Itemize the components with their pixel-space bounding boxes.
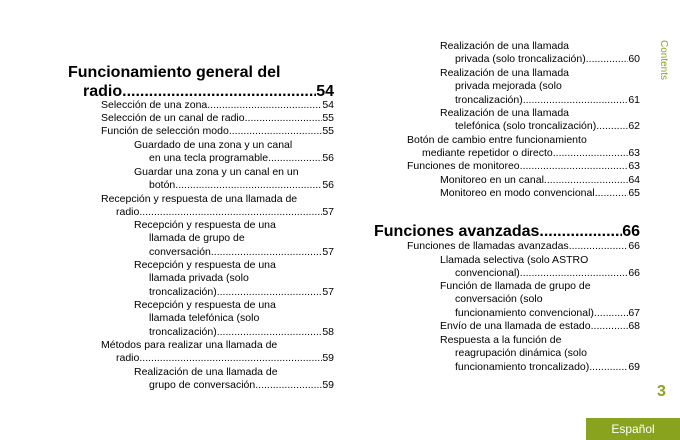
toc-entry[interactable] <box>134 259 334 299</box>
toc-leader-dots <box>255 379 322 392</box>
toc-entry-title: privada (solo troncalización) <box>455 53 586 66</box>
language-tab: Español <box>586 418 680 440</box>
toc-entry-title: radio <box>116 206 140 219</box>
toc-entry[interactable] <box>440 187 640 200</box>
toc-entry-title: troncalización) <box>149 285 217 298</box>
toc-entry-title: telefónica (solo troncalización) <box>455 120 597 133</box>
toc-entry-page: 56 <box>322 152 334 165</box>
toc-entry-page: 65 <box>628 187 640 199</box>
toc-entry-title: radio <box>83 83 123 100</box>
toc-entry-title: Envío de una llamada de estado <box>440 320 591 332</box>
toc-entry-page: 64 <box>628 174 640 186</box>
toc-entry[interactable] <box>440 174 640 187</box>
toc-entry[interactable] <box>134 366 334 393</box>
toc-leader-dots <box>595 187 629 200</box>
toc-entry[interactable] <box>440 334 640 374</box>
toc-entry-title: Guardado de una zona y un canal <box>134 139 293 151</box>
toc-entry[interactable] <box>407 240 640 253</box>
contents-side-label: Contents <box>658 40 669 81</box>
toc-entry-page: 66 <box>628 240 640 252</box>
toc-entry-title: Llamada selectiva (solo ASTRO <box>440 254 589 266</box>
toc-entry-page: 67 <box>628 306 640 319</box>
toc-entry[interactable] <box>101 193 334 220</box>
toc-entry-title: Realización de una llamada <box>440 67 569 79</box>
toc-entry[interactable] <box>101 112 334 125</box>
toc-entry[interactable] <box>134 139 334 166</box>
toc-entry-title: Guardar una zona y un canal en un <box>134 166 299 178</box>
toc-entry-page: 54 <box>322 99 334 111</box>
toc-entry-page: 60 <box>628 53 640 66</box>
toc-entry-title: Selección de un canal de radio <box>101 112 245 124</box>
toc-leader-dots <box>207 99 322 112</box>
toc-entry-title: Monitoreo en un canal <box>440 174 544 186</box>
toc-entry-page: 63 <box>628 147 640 160</box>
toc-leader-dots <box>553 147 629 160</box>
toc-entry-title: Respuesta a la función de <box>440 334 562 346</box>
toc-entry-title: botón <box>149 179 176 192</box>
toc-entry-page: 62 <box>628 120 640 133</box>
toc-entry-title: Realización de una llamada <box>440 107 569 119</box>
toc-heading-general[interactable] <box>68 63 334 101</box>
toc-entry[interactable] <box>407 160 640 173</box>
toc-entry-title: Función de selección modo <box>101 125 229 137</box>
toc-entry-page: 57 <box>322 285 334 298</box>
toc-entry[interactable] <box>101 125 334 138</box>
toc-leader-dots <box>217 286 323 299</box>
toc-entry-title: Monitoreo en modo convencional <box>440 187 595 199</box>
toc-leader-dots <box>520 160 629 173</box>
toc-entry-title: llamada privada (solo <box>149 272 249 285</box>
toc-entry-title: Funciones de llamadas avanzadas <box>407 240 569 252</box>
toc-entry-title: Realización de una llamada <box>440 40 569 52</box>
toc-entry-title: troncalización) <box>455 93 523 106</box>
toc-entry[interactable] <box>440 67 640 107</box>
toc-leader-dots <box>229 125 322 138</box>
toc-entry-title: Botón de cambio entre funcionamiento <box>407 134 587 146</box>
toc-leader-dots <box>211 246 322 259</box>
toc-entry-title: Selección de una zona <box>101 99 208 111</box>
toc-leader-dots <box>594 307 628 320</box>
toc-entry-page: 68 <box>628 320 640 332</box>
toc-leader-dots <box>539 222 622 241</box>
toc-entry-title: llamada de grupo de <box>149 232 245 245</box>
toc-entry-page: 57 <box>322 245 334 258</box>
toc-entry-title: grupo de conversación <box>149 379 256 392</box>
toc-entry[interactable] <box>407 134 640 161</box>
toc-entry-page: 61 <box>628 93 640 106</box>
toc-entry[interactable] <box>440 254 640 281</box>
toc-entry-title: privada mejorada (solo <box>455 80 562 93</box>
toc-entry[interactable] <box>440 40 640 67</box>
toc-entry[interactable] <box>440 107 640 134</box>
toc-entry[interactable] <box>101 339 334 366</box>
toc-entry-title: radio <box>116 352 140 365</box>
toc-entry-page: 66 <box>622 223 640 240</box>
toc-leader-dots <box>586 53 629 66</box>
toc-entry-page: 59 <box>322 352 334 365</box>
toc-entry-title: funcionamiento convencional) <box>455 306 594 319</box>
toc-entry[interactable] <box>134 166 334 193</box>
toc-leader-dots <box>245 112 323 125</box>
toc-entry-page: 66 <box>628 267 640 280</box>
toc-entry-title: Recepción y respuesta de una <box>134 299 276 311</box>
toc-entry[interactable] <box>134 299 334 339</box>
toc-entry-title: conversación (solo <box>455 293 543 306</box>
toc-entry-page: 56 <box>322 179 334 192</box>
toc-entry-title: mediante repetidor o directo <box>422 147 553 160</box>
toc-leader-dots <box>569 240 629 253</box>
toc-entry-page: 54 <box>316 83 334 100</box>
toc-entry-page: 55 <box>322 112 334 124</box>
toc-entry-page: 58 <box>322 325 334 338</box>
toc-entry-title: troncalización) <box>149 325 217 338</box>
toc-entry-title: funcionamiento troncalizado) <box>455 360 590 373</box>
toc-leader-dots <box>589 361 628 374</box>
toc-leader-dots <box>175 179 322 192</box>
toc-leader-dots <box>596 120 628 133</box>
toc-leader-dots <box>544 174 628 187</box>
toc-entry-title: Métodos para realizar una llamada de <box>101 339 278 351</box>
toc-leader-dots <box>591 320 629 333</box>
toc-entry[interactable] <box>134 219 334 259</box>
page-number: 3 <box>657 383 666 400</box>
toc-entry-title: Realización de una llamada de <box>134 366 278 378</box>
toc-entry-title: Recepción y respuesta de una <box>134 259 276 271</box>
toc-leader-dots <box>268 152 322 165</box>
toc-entry-page: 63 <box>628 160 640 172</box>
toc-entry-page: 57 <box>322 206 334 219</box>
toc-heading-advanced[interactable] <box>374 222 640 241</box>
toc-entry-title: reagrupación dinámica (solo <box>455 347 587 360</box>
toc-entry[interactable] <box>440 320 640 333</box>
toc-leader-dots <box>139 206 322 219</box>
toc-entry-title: conversación <box>149 245 211 258</box>
toc-entry-title: convencional) <box>455 267 520 280</box>
toc-entry-title: Funciones de monitoreo <box>407 160 520 172</box>
toc-entry[interactable] <box>101 99 334 112</box>
toc-leader-dots <box>520 267 629 280</box>
toc-entry-page: 55 <box>322 125 334 137</box>
toc-entry-title: Función de llamada de grupo de <box>440 280 591 292</box>
toc-entry-title: en una tecla programable <box>149 152 269 165</box>
toc-leader-dots <box>523 94 629 107</box>
toc-entry-title: llamada telefónica (solo <box>149 312 260 325</box>
toc-entry-title: Funcionamiento general del <box>68 64 281 81</box>
toc-entry-page: 69 <box>628 360 640 373</box>
toc-entry-page: 59 <box>322 379 334 392</box>
toc-entry[interactable] <box>440 280 640 320</box>
toc-entry-title: Recepción y respuesta de una llamada de <box>101 193 298 205</box>
toc-leader-dots <box>139 352 322 365</box>
toc-entry-title: Recepción y respuesta de una <box>134 219 276 231</box>
toc-entry-title: Funciones avanzadas <box>374 223 540 240</box>
toc-leader-dots <box>217 326 323 339</box>
